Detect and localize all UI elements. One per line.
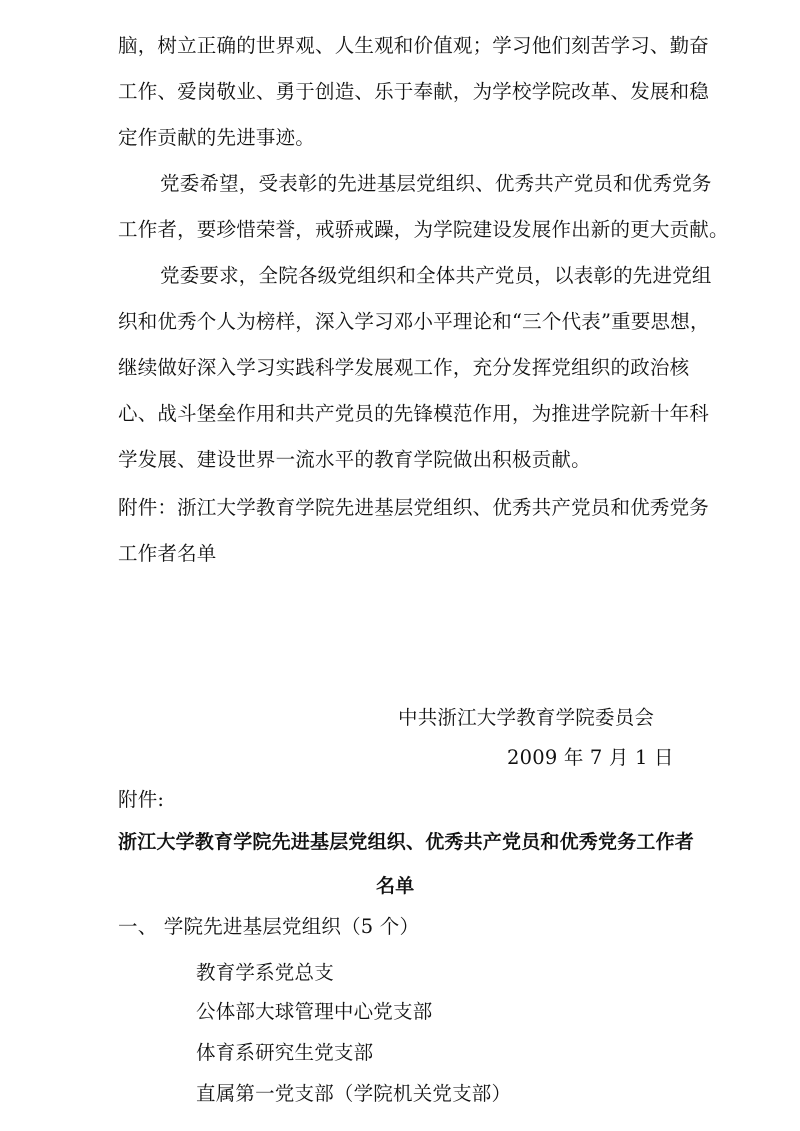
attachment-title-line-2: 名单 bbox=[376, 875, 415, 897]
paragraph-3-line-2: 织和优秀个人为榜样，深入学习邓小平理论和“三个代表”重要思想， bbox=[118, 310, 710, 333]
organization-list-item: 公体部大球管理中心党支部 bbox=[196, 1000, 433, 1023]
attachment-note-line-2: 工作者名单 bbox=[118, 542, 217, 565]
signature-organization: 中共浙江大学教育学院委员会 bbox=[398, 706, 655, 729]
organization-list-item: 直属第一党支部（学院机关党支部） bbox=[196, 1082, 512, 1105]
paragraph-1-line-1: 脑，树立正确的世界观、人生观和价值观；学习他们刻苦学习、勤奋 bbox=[118, 34, 710, 57]
section-heading: 一、 学院先进基层党组织（5 个） bbox=[118, 915, 420, 938]
organization-list-item: 体育系研究生党支部 bbox=[196, 1041, 374, 1064]
organization-list-item: 教育学系党总支 bbox=[196, 961, 334, 984]
attachment-label: 附件: bbox=[118, 788, 165, 811]
paragraph-3-line-5: 学发展、建设世界一流水平的教育学院做出积极贡献。 bbox=[118, 448, 591, 471]
attachment-title-line-1: 浙江大学教育学院先进基层党组织、优秀共产党员和优秀党务工作者 bbox=[118, 831, 695, 853]
signature-date: 2009 年 7 月 1 日 bbox=[507, 746, 674, 769]
paragraph-2-line-2: 工作者，要珍惜荣誉，戒骄戒躁，为学院建设发展作出新的更大贡献。 bbox=[118, 218, 729, 241]
paragraph-3-line-3: 继续做好深入学习实践科学发展观工作，充分发挥党组织的政治核 bbox=[118, 356, 690, 379]
attachment-note-line-1: 附件：浙江大学教育学院先进基层党组织、优秀共产党员和优秀党务 bbox=[118, 496, 710, 519]
paragraph-2-line-1: 党委希望，受表彰的先进基层党组织、优秀共产党员和优秀党务 bbox=[160, 172, 712, 195]
paragraph-1-line-2: 工作、爱岗敬业、勇于创造、乐于奉献，为学校学院改革、发展和稳 bbox=[118, 80, 710, 103]
paragraph-3-line-1: 党委要求，全院各级党组织和全体共产党员，以表彰的先进党组 bbox=[160, 264, 712, 287]
paragraph-1-line-3: 定作贡献的先进事迹。 bbox=[118, 126, 316, 149]
paragraph-3-line-4: 心、战斗堡垒作用和共产党员的先锋模范作用，为推进学院新十年科 bbox=[118, 402, 710, 425]
